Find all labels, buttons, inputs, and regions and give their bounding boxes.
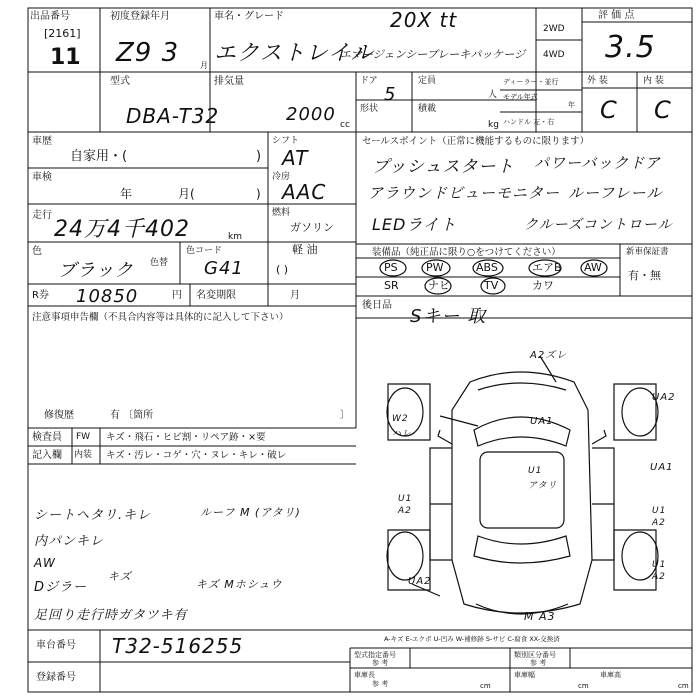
remark-line-2: 内パンキレ — [34, 534, 104, 549]
history-label: 車歴 — [32, 136, 52, 147]
remark-line-5: 足回り走行時ガタツキ有 — [34, 608, 188, 623]
repair-close: 〕 — [340, 410, 350, 421]
km-unit: km — [228, 232, 242, 242]
diagram-tag-10: A2 — [652, 518, 666, 528]
type-spec-ref: 参 考 — [372, 659, 389, 667]
notes-label: 注意事項申告欄（不具合内容等は具体的に記入して下さい） — [32, 312, 289, 323]
exterior-grade: C — [600, 96, 618, 124]
exterior-label: 外 装 — [587, 76, 608, 86]
mileage-label: 走行 — [32, 210, 52, 221]
door-value: 5 — [384, 84, 397, 105]
model-value: DBA-T32 — [126, 104, 220, 128]
month-unit: 月 — [200, 61, 208, 70]
lot-number: 11 — [50, 45, 81, 70]
height-label: 車庫高 — [600, 671, 621, 679]
displacement-value: 2000 — [286, 104, 336, 125]
equip-leather: カワ — [532, 279, 554, 292]
diagram-tag-7: U1 — [398, 494, 413, 504]
length-cm: cm — [480, 682, 491, 690]
first-reg-label: 初度登録年月 — [110, 11, 170, 22]
diagram-tag-11: U1 — [528, 466, 543, 476]
remark-line-4a: Dジラー — [34, 580, 88, 595]
equipment-label: 装備品（純正品に限り○をつけてください） — [372, 247, 561, 258]
fuel-diesel: 軽 油 — [292, 243, 318, 256]
interior-grade: C — [654, 96, 672, 124]
diagram-tag-4: W2 — [392, 414, 409, 424]
history-value: 自家用・( — [70, 149, 128, 164]
equip-ps: PS — [384, 261, 398, 274]
sales-point-3a: LEDライト — [372, 215, 457, 234]
class-ref: 参 考 — [530, 659, 547, 667]
entry-label: 記入欄 — [32, 450, 62, 461]
inspection-year: 年 — [120, 187, 133, 201]
diagram-tag-15: A2 — [652, 572, 666, 582]
fw-label: FW — [76, 432, 91, 442]
model-year-label: モデル年式 — [503, 93, 538, 101]
length-label: 車庫長 — [354, 671, 375, 679]
diagram-tag-5: ハレ — [392, 429, 413, 439]
name-change-label: 名変期限 — [196, 290, 236, 301]
remark-line-1b: ルーフ M (アタリ) — [200, 506, 301, 519]
sales-point-2b: ルーフレール — [568, 184, 663, 202]
sales-point-1b: パワーバックドア — [534, 154, 661, 172]
car-name: エクストレイル — [214, 41, 374, 66]
car-name-label: 車名・グレード — [214, 11, 284, 22]
diagram-tag-9: U1 — [652, 506, 667, 516]
width-label: 車庫幅 — [514, 671, 535, 679]
diagram-legend: A-キズ E-エクボ U-凹み W-補修跡 S-サビ C-腐食 XX-交換済 — [384, 635, 560, 643]
recycle-label: R券 — [32, 290, 49, 301]
equip-abs: ABS — [476, 261, 498, 274]
fw-items: キズ・飛石・ヒビ割・リペア跡・×要 — [106, 432, 266, 443]
color-label: 色 — [32, 246, 42, 257]
handle-label: ハンドル 左・右 — [503, 118, 555, 126]
afterwards-label: 後日品 — [362, 300, 392, 311]
repair-value: 有 〔箇所 — [110, 410, 154, 421]
inspector-label: 検査員 — [32, 432, 62, 443]
class-label: 類別区分番号 — [514, 651, 556, 659]
repair-label: 修復歴 — [44, 410, 74, 421]
color-code-value: G41 — [204, 258, 244, 279]
capacity-label: 定員 — [418, 76, 437, 86]
score: 3.5 — [605, 30, 656, 65]
diagram-tag-1: A2ズレ — [530, 350, 568, 361]
displacement-label: 排気量 — [214, 76, 244, 87]
diagram-tag-2: UA2 — [652, 392, 676, 403]
fuel-label: 燃料 — [272, 208, 291, 218]
capacity-unit: 人 — [488, 90, 498, 100]
shift-value: AT — [282, 146, 309, 170]
equip-sr: SR — [384, 279, 399, 292]
type-spec-label: 型式指定番号 — [354, 651, 396, 659]
lot-label: 出品番号 — [30, 11, 70, 22]
drive-2wd: 2WD — [543, 24, 565, 34]
equip-aw: AW — [584, 261, 602, 274]
model-label: 型式 — [110, 76, 130, 87]
length-ref: 参 考 — [372, 680, 389, 688]
chassis-label: 車台番号 — [36, 640, 76, 651]
remark-line-1: シートヘタリ.キレ — [34, 508, 152, 523]
diagram-tag-12: アタリ — [528, 481, 558, 491]
load-label: 積載 — [418, 104, 437, 114]
width-cm: cm — [578, 682, 589, 690]
color-name-label: 色替 — [150, 258, 169, 268]
score-label: 評 価 点 — [598, 10, 635, 21]
interior-items: キズ・汚レ・コゲ・穴・ヌレ・キレ・破レ — [106, 450, 287, 461]
interior-label: 内 装 — [643, 76, 664, 86]
inspection-close: ) — [256, 187, 261, 201]
diagram-tag-14: U1 — [652, 560, 667, 570]
diagram-tag-13: UA2 — [408, 576, 432, 587]
door-label: ドア — [360, 76, 378, 86]
warranty-label: 新車保証書 — [626, 247, 669, 257]
equip-tv: TV — [484, 279, 499, 292]
fuel-paren: ( ) — [276, 263, 289, 276]
ac-label: 冷房 — [272, 172, 291, 182]
shape-label: 形状 — [360, 104, 379, 114]
year-unit: 年 — [568, 101, 575, 109]
ac-value: AAC — [282, 180, 327, 204]
color-value: ブラック — [58, 260, 134, 281]
drive-4wd: 4WD — [543, 50, 565, 60]
yen-unit: 円 — [172, 290, 182, 301]
sales-point-3b: クルーズコントロール — [524, 217, 673, 233]
interior-entry-label: 内装 — [74, 450, 93, 460]
diagram-tag-16: M A3 — [524, 610, 556, 623]
lot-code: [2161] — [44, 27, 81, 40]
grade: 20X tt — [390, 8, 458, 32]
chassis-value: T32-516255 — [112, 634, 244, 658]
diagram-tag-8: A2 — [398, 506, 412, 516]
dealer-label: ディーラー・並行 — [503, 78, 559, 86]
inspection-label: 車検 — [32, 172, 52, 183]
remark-line-4b: キズ — [108, 570, 132, 583]
name-change-month: 月 — [290, 290, 300, 301]
sales-points-label: セールスポイント（正常に機能するものに限ります） — [362, 136, 590, 147]
equip-airbag: エアB — [532, 261, 562, 274]
first-reg-value: Z9 3 — [116, 38, 180, 68]
remark-line-4c: キズ Mホシュウ — [196, 578, 283, 591]
mileage-value: 24万4千402 — [54, 217, 190, 242]
warranty-value: 有・無 — [628, 269, 661, 282]
sales-point-2a: アラウンドビューモニター — [368, 184, 561, 202]
afterwards-value: Sキー 取 — [410, 306, 487, 327]
kg-unit: kg — [488, 120, 499, 130]
recycle-value: 10850 — [76, 286, 139, 307]
history-close: ) — [256, 149, 262, 164]
diagram-tag-3: UA1 — [530, 416, 554, 427]
fuel-gasoline: ガソリン — [290, 221, 334, 234]
package-name: エマージェンシーブレーキパッケージ — [340, 48, 526, 61]
inspection-month: 月( — [178, 187, 195, 201]
height-cm: cm — [678, 682, 689, 690]
sales-point-1a: プッシュスタート — [372, 157, 515, 177]
equip-pw: PW — [426, 261, 444, 274]
cc-unit: cc — [340, 120, 350, 130]
registration-label: 登録番号 — [36, 672, 76, 683]
diagram-tag-6: UA1 — [650, 462, 674, 473]
color-code-label: 色コード — [186, 246, 223, 256]
remark-line-3: AW — [34, 556, 56, 570]
shift-label: シフト — [272, 136, 300, 146]
equip-navi: ナビ — [428, 279, 450, 292]
